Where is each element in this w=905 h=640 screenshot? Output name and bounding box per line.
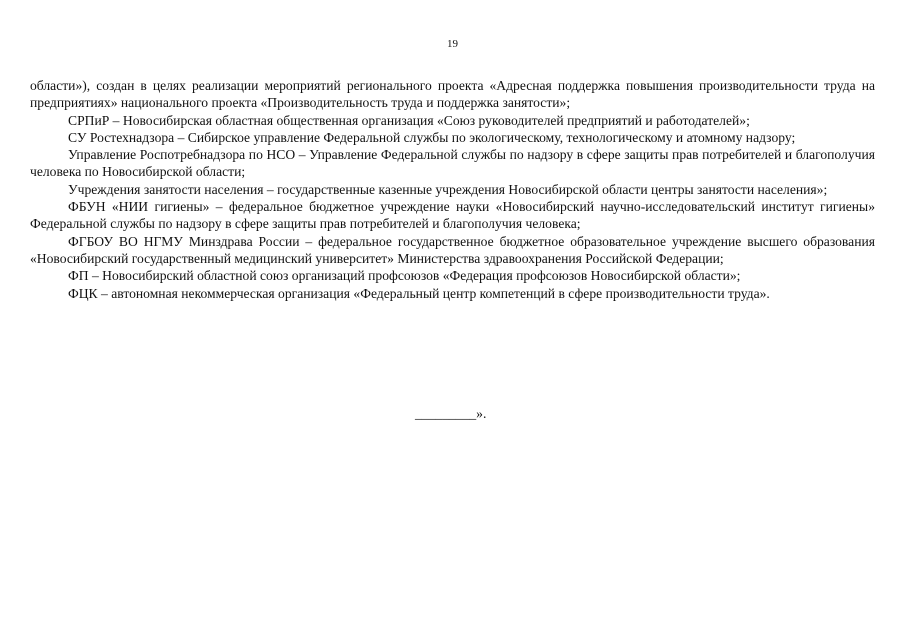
- closing-mark: _________».: [415, 406, 487, 421]
- paragraph-su-rostekhnadzora: СУ Ростехнадзора – Сибирское управление Федеральной службы по экологическому, технологическому и атомному надзору;: [68, 129, 796, 145]
- paragraph-fck: ФЦК – автономная некоммерческая организация «Федеральный центр компетенций в сфере производительности труда».: [68, 285, 770, 301]
- paragraph-srpir: СРПиР – Новосибирская областная общественная организация «Союз руководителей предприятий и работодателей»;: [68, 112, 750, 128]
- paragraph-fgbou-ngmu: ФГБОУ ВО НГМУ Минздрава России – федеральное государственное бюджетное образовательное учреждение высшего образования «Новосибирский государственный медицинский университет» Министерства здравоохранения Российской Федерации;: [30, 233, 875, 266]
- paragraph-fp: ФП – Новосибирский областной союз организаций профсоюзов «Федерация профсоюзов Новосибирской области»;: [68, 268, 741, 284]
- paragraph-rospotrebnadzor: Управление Роспотребнадзора по НСО – Управление Федеральной службы по надзору в сфере защиты прав потребителей и благополучия человека по Новосибирской области;: [30, 147, 875, 180]
- paragraph-employment-agencies: Учреждения занятости населения – государственные казенные учреждения Новосибирской области центры занятости населения»;: [68, 181, 828, 197]
- paragraph-fbun-nii-gigieny: ФБУН «НИИ гигиены» – федеральное бюджетное учреждение науки «Новосибирский научно-исследовательский институт гигиены» Федеральной службы по надзору в сфере защиты прав потребителей и благополучия человека;: [30, 199, 875, 232]
- paragraph-continuation: области»), создан в целях реализации мероприятий регионального проекта «Адресная поддержка повышения производительности труда на предприятиях» национального проекта «Производительность труда и поддержка занятости»;: [30, 78, 875, 111]
- document-body: [30, 77, 875, 302]
- page-number: 19: [447, 38, 458, 50]
